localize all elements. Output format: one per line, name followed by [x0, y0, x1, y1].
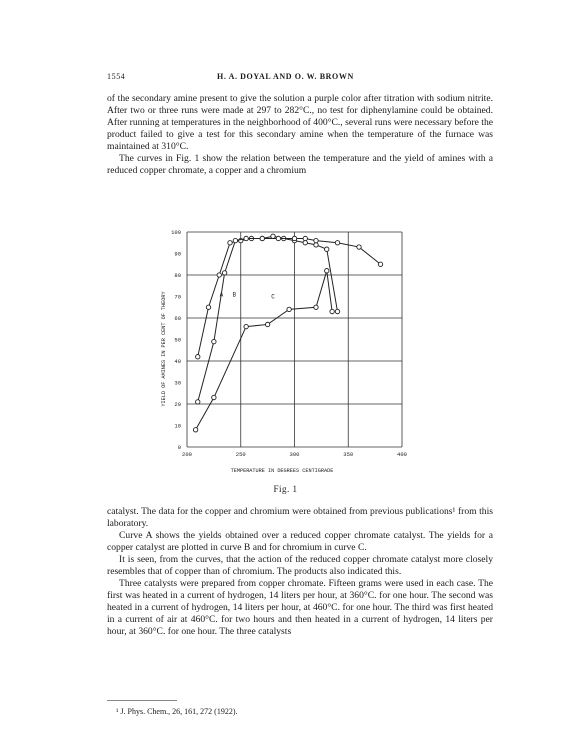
- data-point-b: [222, 271, 226, 275]
- data-point-b: [314, 238, 318, 242]
- figure-chart: [150, 222, 420, 480]
- data-point-b: [244, 236, 248, 240]
- data-point-c: [287, 307, 291, 311]
- data-point-c: [330, 309, 334, 313]
- data-point-a: [325, 247, 329, 251]
- data-point-c: [314, 305, 318, 309]
- paragraph: The curves in Fig. 1 show the relation between the temperature and the yield of amines with a reduced copper chromate, a copper and a chromium: [107, 153, 493, 176]
- y-tick-label: 50: [174, 336, 181, 344]
- paragraph: Three catalysts were prepared from copper chromate. Fifteen grams were used in each case. The first was heated in a current of hydrogen, 14 liters per hour, at 360°C. for one hour. The second was heated in a current of hydrogen, 14 liters per hour, at 460°C. for one hour. The third was first heated in a current of air at 460°C. for two hours and then heated in a current of hydrogen, 14 liters per hour, at 360°C. for one hour. The three catalysts: [107, 578, 493, 637]
- data-point-a: [303, 241, 307, 245]
- paragraph: catalyst. The data for the copper and chromium were obtained from previous publications¹ from this laboratory.: [107, 506, 493, 529]
- data-point-c: [265, 322, 269, 326]
- paragraph: Curve A shows the yields obtained over a reduced copper chromate catalyst. The yields for a copper catalyst are plotted in curve B and for chromium in curve C.: [107, 530, 493, 553]
- y-tick-label: 0: [177, 444, 181, 451]
- plot-area: [171, 229, 407, 458]
- footnote-rule: [107, 700, 177, 701]
- data-point-c: [212, 395, 216, 399]
- footnote: ¹ J. Phys. Chem., 26, 161, 272 (1922).: [116, 707, 238, 716]
- body-text-top: [107, 93, 493, 177]
- series-line-b: [198, 238, 381, 401]
- figure-caption: Fig. 1: [273, 484, 298, 494]
- data-point-a: [271, 234, 275, 238]
- series-label: A: [219, 291, 224, 299]
- series-label: C: [271, 293, 275, 301]
- data-point-c: [325, 269, 329, 273]
- data-point-b: [303, 236, 307, 240]
- y-axis-label: YIELD OF AMINES IN PER CENT OF THEORY: [161, 291, 167, 407]
- data-point-a: [196, 355, 200, 359]
- x-axis-label: TEMPERATURE IN DEGREES CENTIGRADE: [230, 468, 334, 474]
- y-tick-label: 40: [174, 358, 181, 365]
- y-tick-label: 20: [174, 401, 181, 408]
- data-point-b: [276, 236, 280, 240]
- x-tick-label: 350: [343, 451, 354, 458]
- x-tick-label: 400: [397, 451, 407, 458]
- y-tick-label: 90: [174, 250, 181, 258]
- y-tick-label: 60: [174, 315, 181, 322]
- data-point-b: [196, 400, 200, 404]
- body-text-bottom: [107, 506, 493, 638]
- data-point-b: [212, 339, 216, 343]
- x-tick-label: 200: [182, 451, 192, 458]
- data-point-b: [292, 236, 296, 240]
- x-tick-label: 300: [289, 451, 300, 458]
- data-point-b: [378, 262, 382, 266]
- paragraph: of the secondary amine present to give the solution a purple color after titration with sodium nitrite. After two or three runs were made at 297 to 282°C., no test for diphenylamine could be obtained. After running at temperatures in the neighborhood of 400°C., several runs were necessary before the product failed to give a test for this secondary amine when the temperature of the furnace was maintained at 310°C.: [107, 93, 493, 152]
- author-names: H. A. DOYAL AND O. W. BROWN: [217, 72, 354, 81]
- page-number: 1554: [107, 72, 126, 81]
- data-point-b: [357, 245, 361, 249]
- data-point-a: [314, 243, 318, 247]
- y-tick-label: 10: [174, 422, 181, 430]
- y-tick-label: 100: [171, 229, 181, 236]
- data-point-c: [193, 428, 197, 432]
- data-point-b: [233, 238, 237, 242]
- data-point-a: [228, 241, 232, 245]
- data-point-a: [206, 305, 210, 309]
- y-tick-label: 70: [174, 293, 181, 301]
- data-point-a: [335, 309, 339, 313]
- x-tick-label: 250: [235, 451, 246, 458]
- y-tick-label: 30: [174, 379, 181, 387]
- data-point-b: [260, 236, 264, 240]
- data-point-b: [335, 241, 339, 245]
- paragraph: It is seen, from the curves, that the action of the reduced copper chromate catalyst more closely resembles that of copper than of chromium. The products also indicated this.: [107, 554, 493, 577]
- data-point-a: [217, 273, 221, 277]
- data-point-c: [244, 324, 248, 328]
- series-line-c: [196, 271, 333, 430]
- y-tick-label: 80: [174, 272, 181, 279]
- series-label: B: [232, 291, 237, 299]
